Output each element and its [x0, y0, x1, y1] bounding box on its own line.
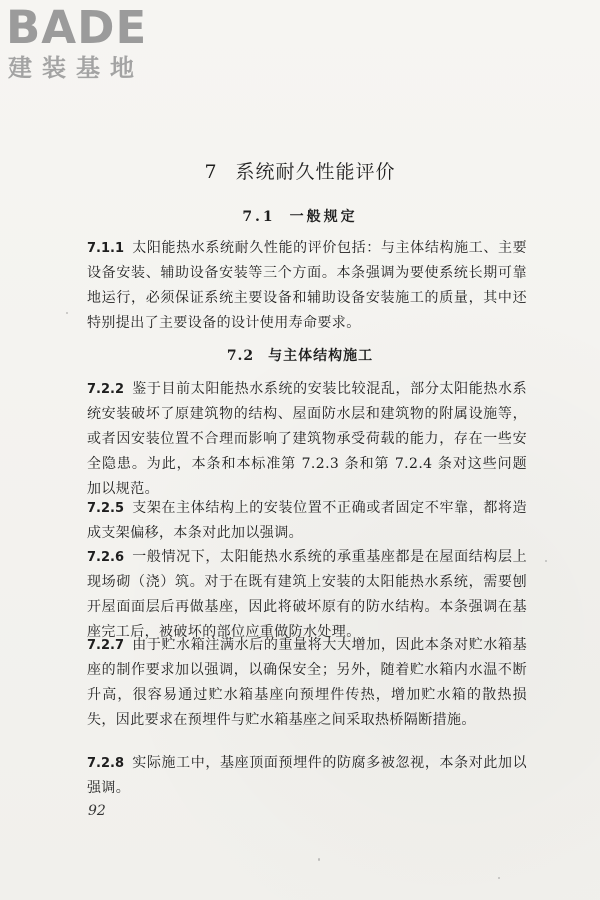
- bade-watermark-logo: [6, 1, 186, 88]
- chapter-heading: [0, 160, 600, 184]
- clause-text: 由于贮水箱注满水后的重量将大大增加，因此本条对贮水箱基座的制作要求加以强调，以确保安全；另外，随着贮水箱内水温不断升高，很容易通过贮水箱基座向预埋件传热，增加贮水箱的散热损失，因此要求在预埋件与贮水箱基座之间采取热桥隔断措施。: [87, 637, 527, 728]
- clause-number: 7.2.7: [87, 638, 125, 653]
- scan-speck: [498, 877, 500, 879]
- watermark-subtitle: 建装基地: [8, 54, 144, 82]
- section-number: 7.2: [226, 348, 255, 364]
- section-heading-7-2: [0, 346, 600, 366]
- chapter-title: 系统耐久性能评价: [235, 161, 396, 183]
- page-number: 92: [88, 803, 106, 819]
- clause-number: 7.2.5: [87, 501, 125, 516]
- clause-number: 7.2.8: [87, 756, 125, 771]
- section-heading-7-1: [0, 207, 600, 227]
- watermark-brand: BADE: [6, 1, 148, 54]
- clause-7-2-5: [87, 496, 527, 546]
- chapter-number: 7: [204, 161, 218, 183]
- clause-text: 实际施工中，基座顶面预埋件的防腐多被忽视，本条对此加以强调。: [87, 755, 527, 796]
- clause-text: 支架在主体结构上的安装位置不正确或者固定不牢靠，都将造成支架偏移，本条对此加以强调。: [87, 500, 527, 541]
- scan-speck: [318, 858, 320, 861]
- clause-number: 7.1.1: [87, 241, 125, 256]
- clause-number: 7.2.2: [87, 382, 125, 397]
- clause-number: 7.2.6: [87, 550, 125, 565]
- clause-text: 一般情况下，太阳能热水系统的承重基座都是在屋面结构层上现场砌（浇）筑。对于在既有建筑上安装的太阳能热水系统，需要刨开屋面面层后再做基座，因此将破坏原有的防水结构。本条强调在基座完工后，被破坏的部位应重做防水处理。: [87, 549, 527, 640]
- clause-7-2-6: [87, 545, 527, 645]
- clause-7-2-2: [87, 377, 527, 502]
- clause-text: 太阳能热水系统耐久性能的评价包括：与主体结构施工、主要设备安装、辅助设备安装等三个方面。本条强调为要使系统长期可靠地运行，必须保证系统主要设备和辅助设备安装施工的质量，其中还特别提出了主要设备的设计使用寿命要求。: [87, 240, 527, 331]
- clause-7-2-7: [87, 633, 527, 733]
- section-title: 与主体结构施工: [268, 348, 374, 364]
- scan-speck: [545, 560, 547, 562]
- section-title: 一般规定: [289, 209, 358, 225]
- scan-speck: [66, 312, 68, 314]
- section-number: 7.1: [242, 209, 276, 225]
- clause-text: 鉴于目前太阳能热水系统的安装比较混乱，部分太阳能热水系统安装破坏了原建筑物的结构、屋面防水层和建筑物的附属设施等，或者因安装位置不合理而影响了建筑物承受荷载的能力，存在一些安全隐患。为此，本条和本标准第 7.2.3 条和第 7.2.4 条对这些问题加以规范。: [87, 381, 527, 497]
- clause-7-2-8: [87, 751, 527, 801]
- clause-7-1-1: [87, 236, 527, 336]
